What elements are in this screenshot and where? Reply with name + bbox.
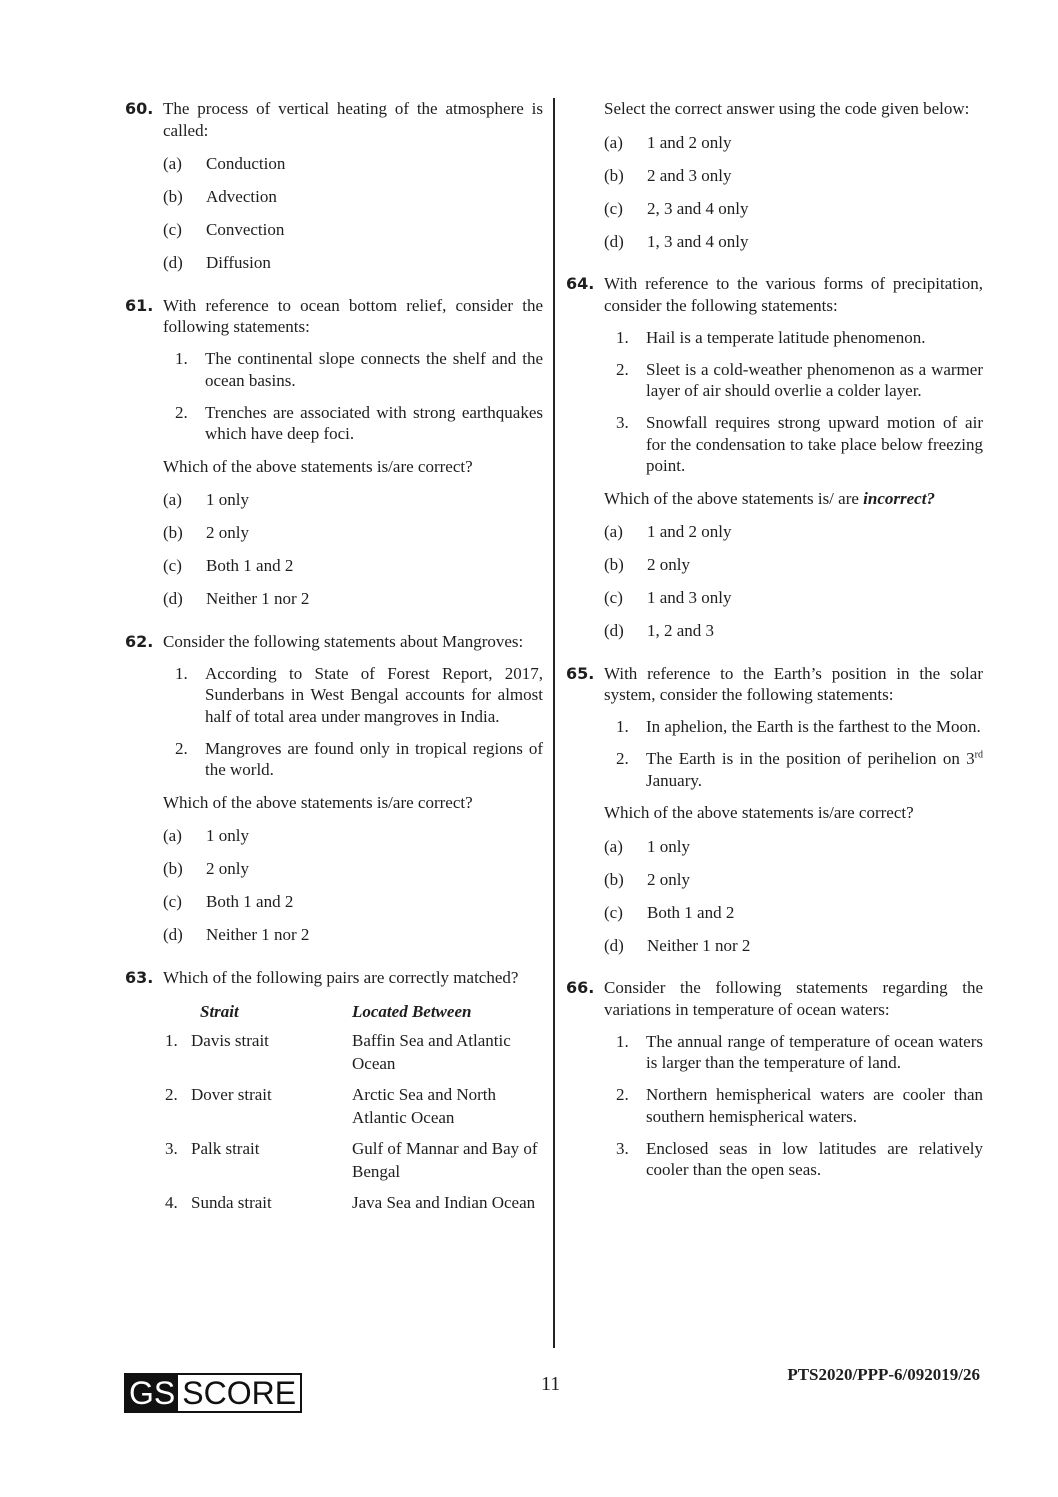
option-label: (b) [604,869,624,889]
statement [163,663,543,728]
statement-text-main: Snowfall requires strong upward motion of air for the condensation to take place below freezing point. [646,413,983,475]
superscript: rd [974,749,983,761]
paper-code: PTS2020/PPP-6/092019/26 [787,1365,980,1384]
option-a[interactable] [163,825,543,847]
option-label: (c) [163,556,182,575]
option-label: (b) [163,187,183,206]
strait-name: Sunda strait [191,1193,272,1212]
option-text: Both 1 and 2 [647,902,735,922]
option-b[interactable] [163,186,543,208]
statement-text-main: Enclosed seas in low latitudes are relatively cooler than the open seas. [646,1138,983,1179]
option-text: Both 1 and 2 [206,556,294,575]
option-b[interactable] [163,858,543,880]
statement-text-main: The annual range of temperature of ocean waters is larger than the temperature of land. [646,1031,983,1072]
header-located-between: Located Between [352,1002,472,1021]
option-label: (d) [163,253,183,272]
statement-number [604,1084,646,1127]
option-label: (a) [163,490,182,509]
statement-text-main: Trenches are associated with strong earthquakes which have deep foci. [205,402,543,443]
statement-text [646,412,983,477]
statement-number-label: 3. [616,1138,629,1158]
logo-gs: GS [126,1375,178,1411]
strait-name: Davis strait [191,1031,269,1050]
statement [163,348,543,391]
option-text: 1 only [206,826,249,845]
question-stem: Consider the following statements regarding the variations in temperature of ocean waters: [604,978,983,1019]
question-body [604,273,983,642]
option-label: (a) [604,522,623,541]
option-label: (a) [163,826,182,845]
statement [604,1031,983,1074]
statement-number [163,663,205,728]
option-d[interactable] [604,935,983,957]
row-number: 1. [165,1031,178,1050]
statement-number [604,359,646,402]
option-label: (c) [604,198,623,218]
option-a[interactable] [604,836,983,858]
option-label: (b) [604,165,624,185]
option-label: (d) [604,621,624,640]
option-a[interactable] [604,521,983,543]
statement-text [205,663,543,728]
option-a[interactable] [163,153,543,175]
statement-text-main: The continental slope connects the shelf and the ocean basins. [205,349,543,390]
logo-score: SCORE [182,1375,297,1411]
option-text: Neither 1 nor 2 [206,925,310,944]
table-row [163,1029,543,1075]
option-d[interactable] [604,231,983,253]
option-c[interactable] [604,902,983,924]
statement-number-label: 1. [175,663,188,683]
table-row [163,1137,543,1183]
statement [163,738,543,781]
ask-text: Which of the above statements is/are correct? [604,803,914,822]
question-number: 62. [125,631,154,651]
ask-text: Which of the above statements is/are correct? [163,792,473,812]
statement-text [646,1084,983,1127]
statement-text [646,1138,983,1181]
option-text: 1, 3 and 4 only [647,231,749,251]
option-label: (d) [604,231,624,251]
question-63 [125,967,543,1223]
option-label: (a) [163,154,182,173]
statement-text-main: Hail is a temperate latitude phenomenon. [646,327,926,347]
statement [604,716,983,738]
question-ask [163,792,543,814]
statement-text [205,402,543,445]
option-text: Convection [206,220,285,239]
strait-cell [163,1191,352,1214]
option-label: (c) [604,902,623,922]
question-stem: With reference to ocean bottom relief, consider the following statements: [163,295,543,336]
statement-text [646,716,983,738]
statement-number [604,1138,646,1181]
option-d[interactable] [163,924,543,946]
option-text: 2 and 3 only [647,165,732,185]
ask-emphasis: incorrect? [863,488,935,508]
statement-number-label: 2. [175,738,188,758]
option-label: (d) [163,589,183,608]
question-body [163,295,543,610]
statement-text-post: January. [646,770,703,790]
statement-number [163,348,205,391]
option-label: (c) [604,588,623,607]
option-text: 1, 2 and 3 [647,621,715,640]
column-divider [553,98,555,1348]
option-label: (c) [163,892,182,911]
statement-number-label: 2. [616,359,629,379]
statement-text [646,748,983,791]
statement-text-main: Sleet is a cold-weather phenomenon as a warmer layer of air should overlie a colder layer. [646,359,983,400]
option-a[interactable] [163,489,543,511]
question-continuation [566,98,983,252]
question-60 [125,98,543,274]
question-stem: With reference to the Earth’s position in the solar system, consider the following statements: [604,663,983,704]
option-text: Neither 1 nor 2 [647,935,751,955]
question-body [604,98,983,252]
statement-text [205,348,543,391]
option-b[interactable] [604,165,983,187]
statement-number-label: 2. [175,402,188,422]
question-number: 64. [566,274,595,293]
statement-text [646,1031,983,1074]
question-ask [163,456,543,478]
option-label: (b) [163,523,183,542]
row-number: 4. [165,1193,178,1212]
statement [163,402,543,445]
option-text: 1 and 3 only [647,588,732,607]
statement [604,412,983,477]
option-label: (d) [163,925,183,944]
option-b[interactable] [604,869,983,891]
option-c[interactable] [604,198,983,220]
question-64 [566,273,983,642]
statement-number-label: 1. [616,327,629,347]
strait-name: Dover strait [191,1085,272,1104]
question-body [163,967,543,1215]
option-text: 1 and 2 only [647,132,732,152]
located-between: Baffin Sea and Atlantic Ocean [352,1031,511,1073]
question-body [163,631,543,946]
statement-text-main: In aphelion, the Earth is the farthest to the Moon. [646,717,981,736]
match-table [163,1000,543,1214]
statement [604,1138,983,1181]
question-ask [604,802,983,824]
statement-number [604,716,646,738]
located-between: Java Sea and Indian Ocean [352,1193,536,1212]
option-text: Advection [206,187,277,206]
question-61 [125,295,543,610]
option-c[interactable] [163,555,543,577]
option-a[interactable] [604,132,983,154]
option-text: 2, 3 and 4 only [647,198,749,218]
question-stem: The process of vertical heating of the atmosphere is called: [163,99,543,140]
table-row [163,1083,543,1129]
option-c[interactable] [163,891,543,913]
option-text: 1 and 2 only [647,522,732,541]
question-number: 60. [125,99,154,118]
option-text: 2 only [206,859,249,878]
option-text: 1 only [206,490,249,509]
option-d[interactable] [163,588,543,610]
statement [604,327,983,349]
question-number: 66. [566,978,595,997]
statement-number [604,327,646,349]
statement-text-main: Mangroves are found only in tropical regions of the world. [205,738,543,779]
question-body [163,98,543,274]
located-between: Gulf of Mannar and Bay of Bengal [352,1139,538,1181]
option-c[interactable] [604,587,983,609]
option-text: 1 only [647,836,690,856]
statement [604,1084,983,1127]
option-text: Both 1 and 2 [206,892,294,911]
statement-text [205,738,543,781]
question-stem: With reference to the various forms of precipitation, consider the following statements: [604,274,983,315]
statement-number [163,402,205,445]
statement [604,359,983,402]
statement-number-label: 2. [616,1085,629,1104]
option-text: Diffusion [206,253,271,272]
statement-text-main: The Earth is in the position of perihelion on 3 [646,749,975,768]
question-65 [566,663,983,957]
question-ask [604,488,983,510]
option-label: (b) [604,555,624,574]
statement-number [604,748,646,791]
option-b[interactable] [163,522,543,544]
option-label: (c) [163,220,182,239]
table-row [163,1191,543,1214]
statement-number-label: 2. [616,749,629,768]
option-text: 2 only [647,555,690,574]
option-text: Neither 1 nor 2 [206,589,310,608]
question-stem: Consider the following statements about Mangroves: [163,631,524,651]
statement-number-label: 1. [616,717,629,736]
option-b[interactable] [604,554,983,576]
strait-name: Palk strait [191,1139,260,1158]
left-column [125,98,543,1243]
ask-text: Which of the above statements is/ are [604,488,859,508]
located-between: Arctic Sea and North Atlantic Ocean [352,1085,496,1127]
question-stem: Select the correct answer using the code given below: [604,99,970,118]
question-number: 63. [125,967,154,987]
statement-number [163,738,205,781]
statement [604,748,983,791]
statement-number [604,412,646,477]
option-label: (a) [604,132,623,152]
row-number: 3. [165,1139,178,1158]
option-text: 2 only [206,523,249,542]
question-body [604,977,983,1181]
statement-number-label: 1. [616,1031,629,1051]
header-strait: Strait [200,1002,239,1021]
question-body [604,663,983,957]
statement-number [604,1031,646,1074]
statement-number-label: 3. [616,413,629,432]
statement-number-label: 1. [175,349,188,368]
option-d[interactable] [604,620,983,642]
option-label: (d) [604,935,624,955]
option-c[interactable] [163,219,543,241]
statement-text [646,359,983,402]
statement-text [646,327,983,349]
question-number: 61. [125,295,154,315]
statement-text-main: Northern hemispherical waters are cooler than southern hemispherical waters. [646,1085,983,1126]
question-number: 65. [566,663,595,683]
right-column [566,98,983,1202]
row-number: 2. [165,1085,178,1104]
option-text: Conduction [206,154,286,173]
strait-cell [163,1083,352,1129]
gs-score-logo [124,1373,302,1413]
question-stem: Which of the following pairs are correctly matched? [163,967,519,987]
ask-text: Which of the above statements is/are correct? [163,456,473,476]
option-label: (b) [163,859,183,878]
statement-text-main: According to State of Forest Report, 2017, Sunderbans in West Bengal accounts for almost half of total area under mangroves in India. [205,663,543,726]
question-66 [566,977,983,1181]
strait-cell [163,1029,352,1075]
option-d[interactable] [163,252,543,274]
table-header [163,1000,543,1023]
option-label: (a) [604,836,623,856]
page-number: 11 [541,1373,561,1395]
strait-cell [163,1137,352,1183]
option-text: 2 only [647,869,690,889]
question-62 [125,631,543,946]
